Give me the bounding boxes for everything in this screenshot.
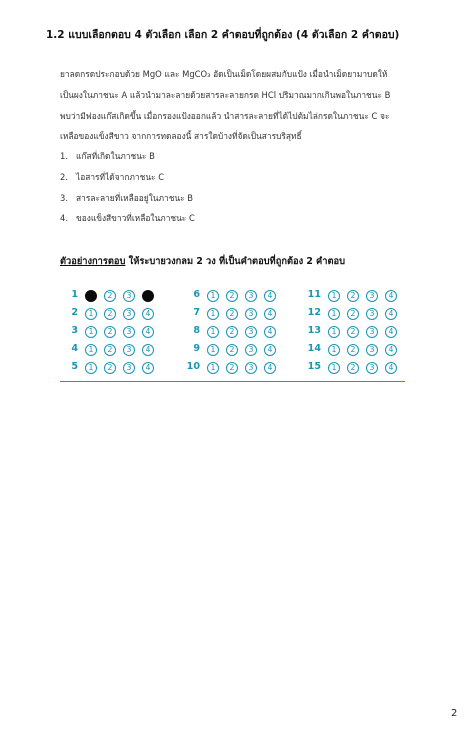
answer-bubble-1[interactable]: 1 bbox=[85, 326, 97, 338]
answer-bubble-3[interactable]: 3 bbox=[123, 308, 135, 320]
answer-bubble-3[interactable]: 3 bbox=[245, 308, 257, 320]
sample-answer-instruction bbox=[60, 254, 345, 269]
answer-bubble-3[interactable]: 3 bbox=[123, 290, 135, 302]
option-item bbox=[60, 167, 195, 188]
answer-bubble-4[interactable]: 4 bbox=[142, 344, 154, 356]
question-number: 10 bbox=[186, 361, 200, 372]
question-number: 7 bbox=[193, 307, 200, 318]
option-number: 2. bbox=[60, 171, 68, 182]
option-number: 3. bbox=[60, 192, 68, 203]
question-number: 3 bbox=[71, 325, 78, 336]
answer-bubble-3[interactable]: 3 bbox=[123, 362, 135, 374]
option-text: ของแข็งสีขาวที่เหลือในภาชนะ C bbox=[76, 213, 195, 224]
answer-bubble-2[interactable]: 2 bbox=[347, 326, 359, 338]
answer-bubble-3[interactable]: 3 bbox=[123, 326, 135, 338]
answer-bubble-3[interactable]: 3 bbox=[366, 290, 378, 302]
option-number: 4. bbox=[60, 213, 68, 224]
answer-bubble-3[interactable]: 3 bbox=[123, 344, 135, 356]
answer-bubble-1[interactable]: 1 bbox=[207, 362, 219, 374]
answer-bubble-4[interactable]: 4 bbox=[142, 308, 154, 320]
question-number: 12 bbox=[307, 307, 321, 318]
option-list bbox=[60, 146, 195, 229]
answer-bubble-2[interactable]: 2 bbox=[226, 290, 238, 302]
answer-bubble-1[interactable]: 1 bbox=[207, 290, 219, 302]
answer-bubble-2[interactable]: 2 bbox=[226, 308, 238, 320]
answer-bubble-1[interactable]: 1 bbox=[328, 308, 340, 320]
paragraph-line: เหลือของแข็งสีขาว จากการทดลองนี้ สารใดบ้างที่จัดเป็นสารบริสุทธิ์ bbox=[60, 131, 302, 142]
answer-bubble-1[interactable] bbox=[85, 290, 97, 302]
answer-bubble-2[interactable]: 2 bbox=[104, 326, 116, 338]
answer-bubble-2[interactable]: 2 bbox=[347, 362, 359, 374]
answer-bubble-1[interactable]: 1 bbox=[328, 326, 340, 338]
answer-bubble-2[interactable]: 2 bbox=[347, 344, 359, 356]
answer-bubble-2[interactable]: 2 bbox=[104, 344, 116, 356]
answer-bubble-1[interactable]: 1 bbox=[85, 362, 97, 374]
option-text: แก๊สที่เกิดในภาชนะ B bbox=[76, 151, 155, 161]
question-number: 4 bbox=[71, 343, 78, 354]
answer-bubble-4[interactable]: 4 bbox=[385, 344, 397, 356]
answer-bubble-2[interactable]: 2 bbox=[104, 290, 116, 302]
answer-bubble-4[interactable]: 4 bbox=[264, 308, 276, 320]
answer-bubble-1[interactable]: 1 bbox=[328, 290, 340, 302]
answer-bubble-4[interactable]: 4 bbox=[385, 308, 397, 320]
sample-label: ตัวอย่างการตอบ bbox=[60, 256, 126, 267]
answer-bubble-1[interactable]: 1 bbox=[207, 308, 219, 320]
question-paragraph bbox=[60, 64, 448, 147]
answer-bubble-1[interactable]: 1 bbox=[328, 362, 340, 374]
option-item bbox=[60, 146, 195, 167]
answer-bubble-3[interactable]: 3 bbox=[245, 326, 257, 338]
paragraph-line: เป็นผงในภาชนะ A แล้วนำมาละลายด้วยสารละลายกรด HCl ปริมาณมากเกินพอในภาชนะ B bbox=[60, 89, 391, 100]
answer-bubble-1[interactable]: 1 bbox=[207, 326, 219, 338]
answer-bubble-1[interactable]: 1 bbox=[328, 344, 340, 356]
answer-sheet-grid bbox=[60, 288, 405, 382]
answer-bubble-4[interactable]: 4 bbox=[385, 290, 397, 302]
answer-bubble-4[interactable]: 4 bbox=[264, 344, 276, 356]
question-number: 11 bbox=[307, 289, 321, 300]
answer-bubble-1[interactable]: 1 bbox=[85, 308, 97, 320]
question-number: 5 bbox=[71, 361, 78, 372]
question-number: 1 bbox=[71, 289, 78, 300]
question-number: 8 bbox=[193, 325, 200, 336]
option-text: ไอสารที่ได้จากภาชนะ C bbox=[76, 171, 165, 182]
answer-bubble-4[interactable]: 4 bbox=[142, 326, 154, 338]
answer-bubble-4[interactable]: 4 bbox=[142, 362, 154, 374]
question-number: 9 bbox=[193, 343, 200, 354]
sample-text: ให้ระบายวงกลม 2 วง ที่เป็นคำตอบที่ถูกต้อง 2 คำตอบ bbox=[125, 256, 346, 267]
option-item bbox=[60, 188, 195, 209]
answer-bubble-4[interactable]: 4 bbox=[385, 326, 397, 338]
answer-bubble-2[interactable]: 2 bbox=[226, 344, 238, 356]
answer-bubble-4[interactable] bbox=[142, 290, 154, 302]
answer-bubble-3[interactable]: 3 bbox=[366, 344, 378, 356]
answer-bubble-1[interactable]: 1 bbox=[207, 344, 219, 356]
question-number: 13 bbox=[307, 325, 321, 336]
paragraph-line: ยาลดกรดประกอบด้วย MgO และ MgCO₃ อัดเป็นเม็ดโดยผสมกับแป้ง เมื่อนำเม็ดยามาบดให้ bbox=[60, 69, 388, 79]
answer-bubble-3[interactable]: 3 bbox=[245, 362, 257, 374]
answer-bubble-3[interactable]: 3 bbox=[245, 344, 257, 356]
answer-bubble-1[interactable]: 1 bbox=[85, 344, 97, 356]
answer-bubble-2[interactable]: 2 bbox=[226, 326, 238, 338]
answer-bubble-4[interactable]: 4 bbox=[264, 326, 276, 338]
answer-bubble-3[interactable]: 3 bbox=[366, 326, 378, 338]
answer-bubble-4[interactable]: 4 bbox=[385, 362, 397, 374]
answer-bubble-2[interactable]: 2 bbox=[104, 308, 116, 320]
answer-bubble-2[interactable]: 2 bbox=[226, 362, 238, 374]
answer-bubble-2[interactable]: 2 bbox=[347, 308, 359, 320]
section-heading: 1.2 แบบเลือกตอบ 4 ตัวเลือก เลือก 2 คำตอบที่ถูกต้อง (4 ตัวเลือก 2 คำตอบ) bbox=[46, 29, 400, 41]
option-text: สารละลายที่เหลืออยู่ในภาชนะ B bbox=[76, 192, 194, 203]
question-number: 14 bbox=[307, 343, 321, 354]
question-number: 2 bbox=[71, 307, 78, 318]
answer-bubble-2[interactable]: 2 bbox=[104, 362, 116, 374]
answer-bubble-4[interactable]: 4 bbox=[264, 290, 276, 302]
option-number: 1. bbox=[60, 151, 68, 161]
answer-bubble-3[interactable]: 3 bbox=[366, 362, 378, 374]
page-number: 2 bbox=[451, 708, 458, 719]
answer-bubble-4[interactable]: 4 bbox=[264, 362, 276, 374]
question-number: 15 bbox=[307, 361, 321, 372]
option-item bbox=[60, 208, 195, 229]
answer-bubble-3[interactable]: 3 bbox=[366, 308, 378, 320]
paragraph-line: พบว่ามีฟองแก๊สเกิดขึ้น เมื่อกรองแป้งออกแล้ว นำสารละลายที่ได้ไปต้มไล่กรดในภาชนะ C จะ bbox=[60, 110, 390, 121]
answer-bubble-3[interactable]: 3 bbox=[245, 290, 257, 302]
answer-bubble-2[interactable]: 2 bbox=[347, 290, 359, 302]
question-number: 6 bbox=[193, 289, 200, 300]
